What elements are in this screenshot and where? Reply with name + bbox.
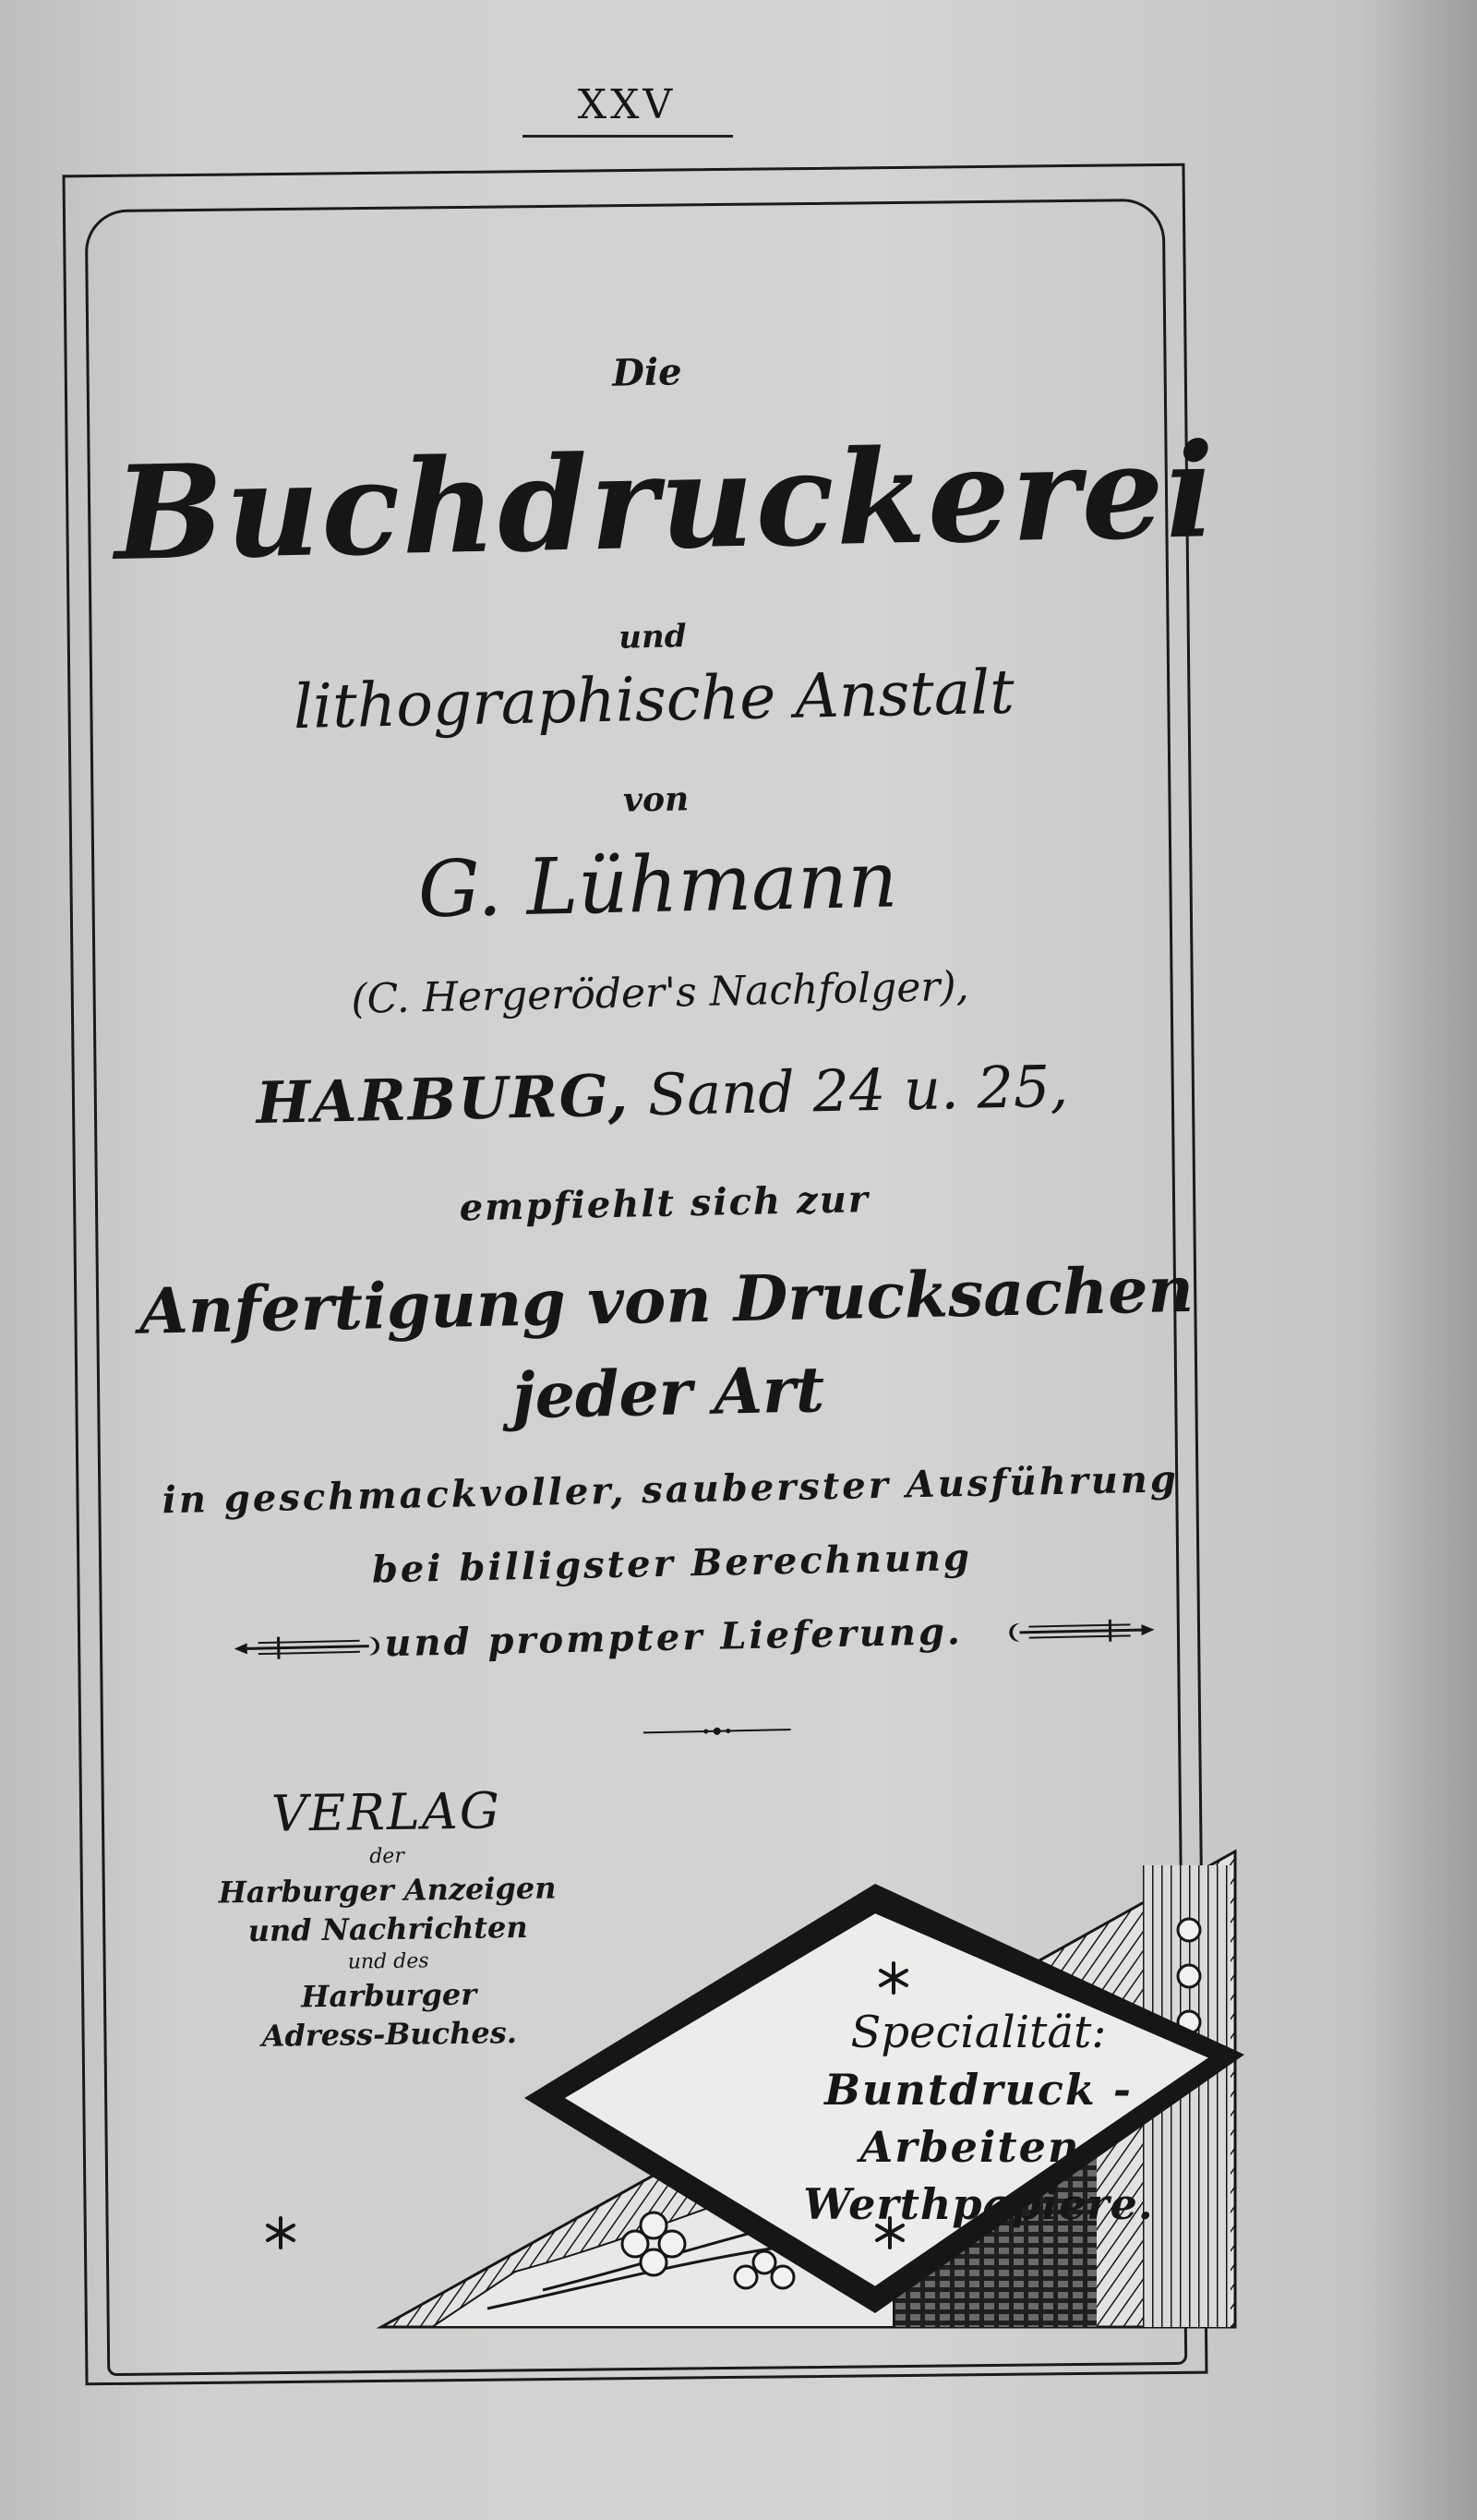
publisher-line-2: und Nachrichten <box>247 1909 528 1949</box>
page-number-rule <box>522 135 733 138</box>
section-divider <box>643 1724 791 1738</box>
conjunction-text: und <box>618 618 687 657</box>
flourish-ornament-icon <box>230 1629 388 1666</box>
service-line-1: Anfertigung von Drucksachen <box>138 1252 1195 1349</box>
asterism-icon <box>871 2214 908 2251</box>
von-text: von <box>622 779 690 820</box>
advertisement <box>111 321 1219 1821</box>
speciality-block <box>720 2004 1237 2233</box>
flourish-ornament-icon <box>1001 1613 1159 1650</box>
publisher-und-des: und des <box>347 1949 429 1974</box>
owner-name: G. Lühmann <box>416 834 899 935</box>
quality-line: in geschmackvoller, sauberster Ausführung <box>162 1457 1180 1523</box>
ad-subtitle: lithographische Anstalt <box>293 656 1015 743</box>
asterism-icon <box>875 1959 912 1996</box>
publisher-line-3: Harburger <box>300 1976 477 2015</box>
address-line <box>126 1051 1198 1139</box>
ad-title: Buchdruckerei <box>113 416 1219 591</box>
page-number: XXV <box>577 81 677 128</box>
asterism-icon <box>262 2214 299 2251</box>
speciality-item-2: Werthpapiere. <box>803 2179 1154 2229</box>
recommends-text: empfiehlt sich zur <box>459 1177 871 1230</box>
delivery-line: und prompter Lieferung. <box>383 1610 964 1666</box>
intro-text: Die <box>611 350 683 395</box>
pricing-line: bei billigster Berechnung <box>371 1535 973 1592</box>
speciality-item-1: Buntdruck - Arbeiten. <box>824 2065 1133 2172</box>
city-name: HARBURG, <box>255 1061 630 1138</box>
speciality-label: Specialität: <box>850 2007 1107 2058</box>
publisher-line-4: Adress-Buches. <box>261 2015 518 2054</box>
successor-note: (C. Hergeröder's Nachfolger), <box>350 962 970 1023</box>
publisher-der: der <box>369 1844 405 1869</box>
street-address: Sand 24 u. 25, <box>646 1052 1069 1129</box>
publisher-line-1: Harburger Anzeigen <box>218 1870 557 1911</box>
service-line-2: jeder Art <box>511 1353 825 1434</box>
publisher-heading: VERLAG <box>270 1781 502 1843</box>
